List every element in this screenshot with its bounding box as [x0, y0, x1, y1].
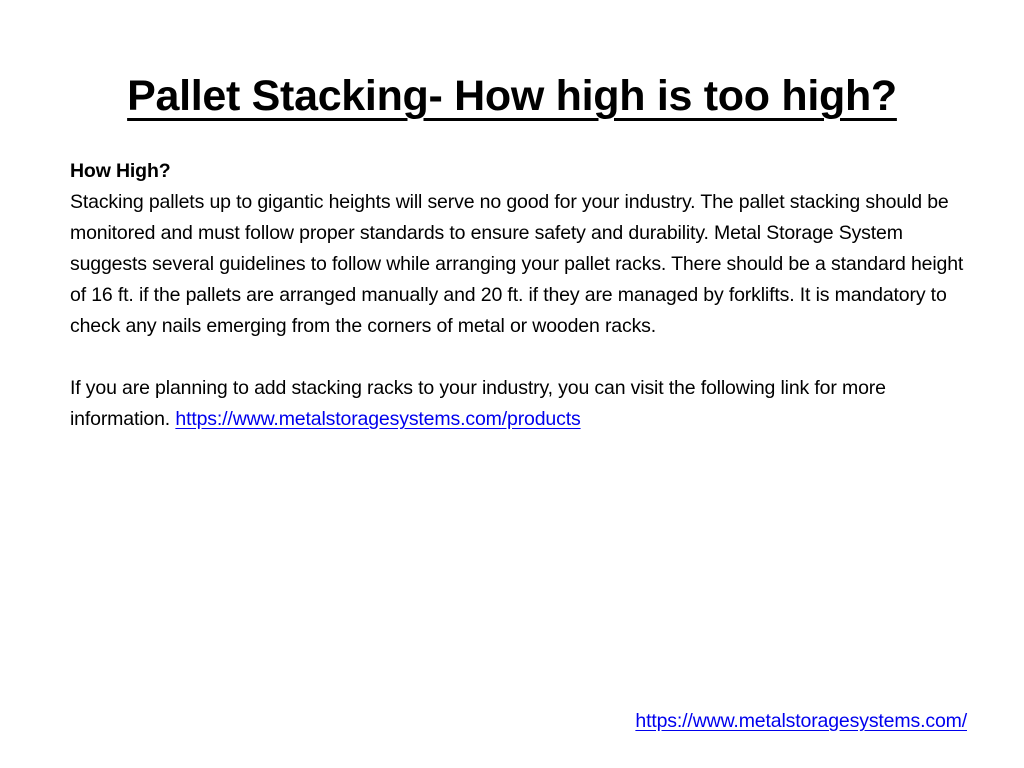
footer [635, 706, 967, 737]
slide-body [70, 156, 975, 435]
slide-title [0, 66, 1024, 126]
footer-website-link[interactable]: https://www.metalstoragesystems.com/ [635, 710, 967, 732]
body-paragraph-2 [70, 373, 975, 435]
section-heading: How High? [70, 160, 171, 182]
body-paragraph-1: Stacking pallets up to gigantic heights will serve no good for your industry. The pallet stacking should be monitored and must follow proper standards to ensure safety and durability. Metal Storage System suggests several guidelines to follow while arranging your pallet racks. There should be a standard height of 16 ft. if the pallets are arranged manually and 20 ft. if they are managed by forklifts. It is mandatory to check any nails emerging from the corners of metal or wooden racks. [70, 191, 964, 337]
slide-title-text: Pallet Stacking- How high is too high? [127, 72, 897, 120]
products-link[interactable]: https://www.metalstoragesystems.com/products [175, 408, 581, 430]
body-paragraph-2-text: If you are planning to add stacking racks to your industry, you can visit the following link for more information. [70, 377, 886, 430]
paragraph-spacer [70, 342, 975, 373]
